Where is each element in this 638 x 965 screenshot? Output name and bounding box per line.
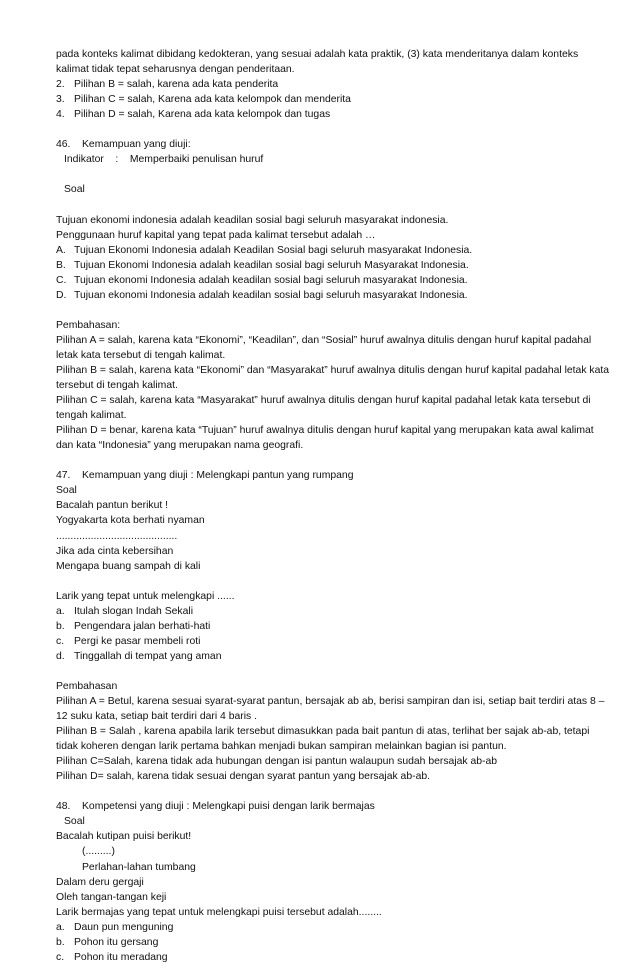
poem-line: Perlahan-lahan tumbang xyxy=(82,861,196,873)
question-prompt: Penggunaan huruf kapital yang tepat pada kalimat tersebut adalah … xyxy=(56,229,376,241)
intro-item xyxy=(56,92,596,107)
question-sentence: Tujuan ekonomi indonesia adalah keadilan sosial bagi seluruh masyarakat indonesia. xyxy=(56,214,449,226)
question-heading-text: Kemampuan yang diuji: xyxy=(82,139,191,151)
question-prompt: Larik yang tepat untuk melengkapi ...... xyxy=(56,590,235,602)
pantun-line: Mengapa buang sampah di kali xyxy=(56,560,201,572)
option-letter: c. xyxy=(56,951,65,963)
option-letter: a. xyxy=(56,921,65,933)
soal-label: Soal xyxy=(56,485,77,497)
item-text: Pilihan C = salah, Karena ada kata kelompok dan menderita xyxy=(74,94,351,106)
option-text: Pohon itu gersang xyxy=(74,936,159,948)
answer-option xyxy=(56,604,596,619)
pembahasan-line: Pilihan D = benar, karena kata “Tujuan” huruf awalnya ditulis dengan huruf kapital yang merupakan kata awal kalimat xyxy=(56,425,594,437)
indicator-value: Memperbaiki penulisan huruf xyxy=(129,154,264,166)
item-number: 2. xyxy=(56,79,65,91)
option-text: Pergi ke pasar membeli roti xyxy=(74,635,201,647)
option-letter: D. xyxy=(56,289,67,301)
instruction: Bacalah pantun berikut ! xyxy=(56,500,169,512)
intro-item xyxy=(56,77,596,92)
answer-option xyxy=(56,950,596,965)
question-number: 47. xyxy=(56,470,71,482)
option-text: Pohon itu meradang xyxy=(74,951,168,963)
pembahasan-line: dan kata “Indonesia” yang merupakan nama geografi. xyxy=(56,440,304,452)
option-letter: B. xyxy=(56,259,66,271)
indicator-label: Indikator xyxy=(64,154,104,166)
answer-option xyxy=(56,619,596,634)
question-heading xyxy=(56,468,596,483)
pembahasan-line: tersebut di tengah kalimat. xyxy=(56,380,178,392)
soal-label: Soal xyxy=(64,816,85,828)
pembahasan-line: 12 suku kata, setiap bait terdiri dari 4 baris . xyxy=(56,711,257,723)
option-text: Tujuan Ekonomi Indonesia adalah keadilan sosial bagi seluruh Masyarakat Indonesia. xyxy=(74,259,469,271)
indicator-line xyxy=(56,152,596,167)
pantun-line: .......................................... xyxy=(56,530,178,542)
question-number: 46. xyxy=(56,139,71,151)
pantun-line: Yogyakarta kota berhati nyaman xyxy=(56,515,205,527)
instruction: Bacalah kutipan puisi berikut! xyxy=(56,831,192,843)
item-number: 3. xyxy=(56,94,65,106)
poem-line: (.........) xyxy=(82,846,115,858)
poem-line: Dalam deru gergaji xyxy=(56,876,144,888)
answer-option xyxy=(56,258,596,273)
pantun-line: Jika ada cinta kebersihan xyxy=(56,545,174,557)
answer-option xyxy=(56,649,596,664)
answer-option xyxy=(56,920,596,935)
pembahasan-title: Pembahasan: xyxy=(56,319,121,331)
answer-option xyxy=(56,288,596,303)
pembahasan-line: tengah kalimat. xyxy=(56,410,127,422)
pembahasan-line: Pilihan C = salah, karena kata “Masyarakat” huruf awalnya ditulis dengan huruf kapital padahal letak kata tersebut di xyxy=(56,395,591,407)
intro-line: kalimat tidak tepat seharusnya dengan penderitaan. xyxy=(56,64,295,76)
option-text: Tinggallah di tempat yang aman xyxy=(74,650,222,662)
option-text: Daun pun menguning xyxy=(74,921,174,933)
option-letter: C. xyxy=(56,274,67,286)
pembahasan-title: Pembahasan xyxy=(56,680,118,692)
option-letter: b. xyxy=(56,620,65,632)
item-text: Pilihan D = salah, Karena ada kata kelompok dan tugas xyxy=(74,109,331,121)
pembahasan-line: tidak koheren dengan larik pertama bahkan menjadi bukan sampiran melainkan bagian isi pantun. xyxy=(56,741,507,753)
indicator-separator: : xyxy=(115,154,119,166)
option-text: Tujuan ekonomi Indonesia adalah keadilan sosial bagi seluruh masyarakat Indonesia. xyxy=(74,274,468,286)
poem-line: Oleh tangan-tangan keji xyxy=(56,891,167,903)
item-text: Pilihan B = salah, karena ada kata penderita xyxy=(74,79,279,91)
question-heading-text: Kemampuan yang diuji : Melengkapi pantun yang rumpang xyxy=(82,470,354,482)
item-number: 4. xyxy=(56,109,65,121)
pembahasan-line: Pilihan B = salah, karena kata “Ekonomi” dan “Masyarakat” huruf awalnya ditulis dengan huruf kapital padahal letak kata xyxy=(56,364,610,376)
option-text: Pengendara jalan berhati-hati xyxy=(74,620,211,632)
question-heading xyxy=(56,137,596,152)
pembahasan-line: Pilihan B = Salah , karena apabila larik tersebut dimasukkan pada bait pantun di atas, terlihat ber sajak ab-ab, tetapi xyxy=(56,726,590,738)
option-text: Tujuan Ekonomi Indonesia adalah Keadilan Sosial bagi seluruh masyarakat Indonesia. xyxy=(74,244,473,256)
option-letter: a. xyxy=(56,605,65,617)
option-letter: A. xyxy=(56,244,66,256)
answer-option xyxy=(56,634,596,649)
answer-option xyxy=(56,935,596,950)
pembahasan-line: Pilihan D= salah, karena tidak sesuai dengan syarat pantun yang bersajak ab-ab. xyxy=(56,771,431,783)
question-heading-text: Kompetensi yang diuji : Melengkapi puisi dengan larik bermajas xyxy=(82,801,375,813)
pembahasan-line: Pilihan A = salah, karena kata “Ekonomi”, “Keadilan”, dan “Sosial” huruf awalnya ditulis dengan huruf kapital padahal xyxy=(56,334,592,346)
intro-item xyxy=(56,107,596,122)
option-letter: b. xyxy=(56,936,65,948)
pembahasan-line: Pilihan C=Salah, karena tidak ada hubungan dengan isi pantun walaupun sudah bersajak ab-ab xyxy=(56,756,498,768)
question-number: 48. xyxy=(56,801,71,813)
soal-label: Soal xyxy=(64,184,85,196)
intro-line: pada konteks kalimat dibidang kedokteran, yang sesuai adalah kata praktik, (3) kata menderitanya dalam konteks xyxy=(56,49,579,60)
question-heading xyxy=(56,799,596,814)
option-text: Tujuan ekonomi Indonesia adalah keadilan sosial bagi seluruh masyarakat Indonesia. xyxy=(74,289,468,301)
answer-option xyxy=(56,273,596,288)
document-page xyxy=(56,47,610,965)
option-letter: c. xyxy=(56,635,65,647)
pembahasan-line: letak kata tersebut di tengah kalimat. xyxy=(56,349,226,361)
answer-option xyxy=(56,243,596,258)
pembahasan-line: Pilihan A = Betul, karena sesuai syarat-syarat pantun, bersajak ab ab, berisi sampiran dan isi, setiap bait terdiri atas 8 – xyxy=(56,696,605,708)
option-text: Itulah slogan Indah Sekali xyxy=(74,605,194,617)
question-prompt: Larik bermajas yang tepat untuk melengkapi puisi tersebut adalah........ xyxy=(56,906,382,918)
option-letter: d. xyxy=(56,650,65,662)
